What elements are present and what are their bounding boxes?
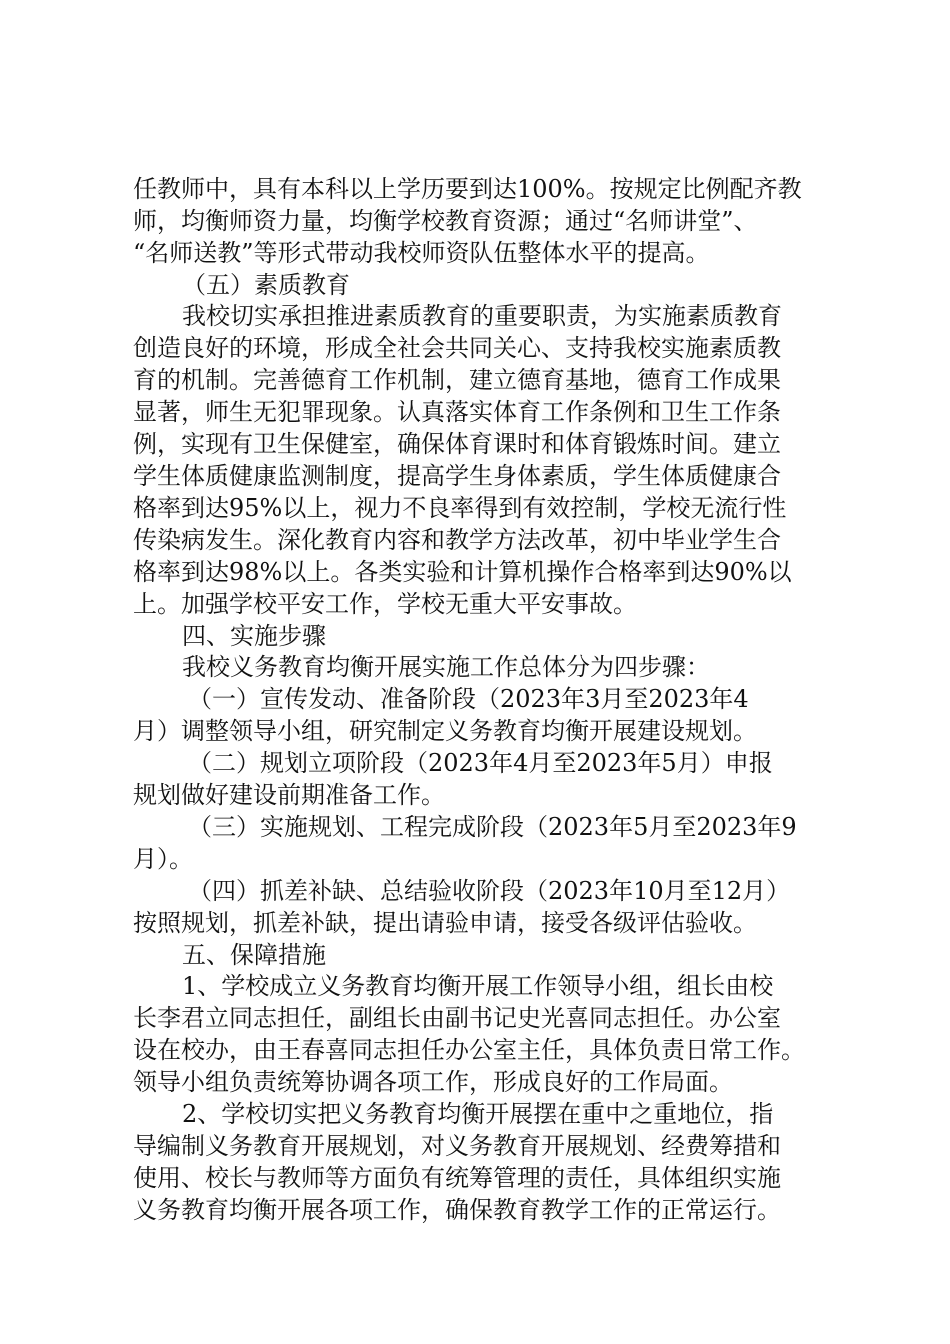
text-line: （四）抓差补缺、总结验收阶段（2023年10月至12月）: [188, 877, 791, 905]
text-line: 按照规划，抓差补缺，提出请验申请，接受各级评估验收。: [133, 909, 757, 937]
text-line: 领导小组负责统筹协调各项工作，形成良好的工作局面。: [133, 1068, 733, 1096]
text-line: 导编制义务教育开展规划，对义务教育开展规划、经费筹措和: [133, 1132, 781, 1160]
text-line: 格率到达98%以上。各类实验和计算机操作合格率到达90%以: [133, 558, 792, 586]
text-line: 上。加强学校平安工作，学校无重大平安事故。: [133, 590, 637, 618]
text-line: 格率到达95%以上，视力不良率得到有效控制，学校无流行性: [133, 494, 787, 522]
text-line: 2、学校切实把义务教育均衡开展摆在重中之重地位，指: [182, 1100, 774, 1128]
text-line: 我校切实承担推进素质教育的重要职责，为实施素质教育: [182, 302, 782, 330]
text-line: 设在校办，由王春喜同志担任办公室主任，具体负责日常工作。: [133, 1036, 805, 1064]
text-line: 长李君立同志担任，副组长由副书记史光喜同志担任。办公室: [133, 1004, 781, 1032]
text-line: 我校义务教育均衡开展实施工作总体分为四步骤：: [182, 653, 710, 681]
text-line: 育的机制。完善德育工作机制，建立德育基地，德育工作成果: [133, 366, 781, 394]
text-line: 1、学校成立义务教育均衡开展工作领导小组，组长由校: [182, 972, 774, 1000]
text-line: （二）规划立项阶段（2023年4月至2023年5月）申报: [188, 749, 773, 777]
text-line: 显著，师生无犯罪现象。认真落实体育工作条例和卫生工作条: [133, 398, 781, 426]
text-line: 使用、校长与教师等方面负有统筹管理的责任，具体组织实施: [133, 1164, 781, 1192]
text-line: “名师送教”等形式带动我校师资队伍整体水平的提高。: [133, 239, 710, 267]
section-heading: 四、实施步骤: [182, 622, 326, 650]
text-line: 义务教育均衡开展各项工作，确保教育教学工作的正常运行。: [133, 1196, 781, 1224]
text-line: （一）宣传发动、准备阶段（2023年3月至2023年4: [188, 685, 749, 713]
text-line: 学生体质健康监测制度，提高学生身体素质，学生体质健康合: [133, 462, 781, 490]
text-line: 月）。: [133, 845, 193, 873]
section-heading: （五）素质教育: [182, 271, 350, 299]
text-line: （三）实施规划、工程完成阶段（2023年5月至2023年9: [188, 813, 797, 841]
section-heading: 五、保障措施: [182, 941, 326, 969]
text-line: 任教师中，具有本科以上学历要到达100%。按规定比例配齐教: [133, 175, 802, 203]
text-line: 月）调整领导小组，研究制定义务教育均衡开展建设规划。: [133, 717, 757, 745]
text-line: 传染病发生。深化教育内容和教学方法改革，初中毕业学生合: [133, 526, 781, 554]
text-line: 师，均衡师资力量，均衡学校教育资源；通过“名师讲堂”、: [133, 207, 758, 235]
text-line: 例，实现有卫生保健室，确保体育课时和体育锻炼时间。建立: [133, 430, 781, 458]
text-line: 创造良好的环境，形成全社会共同关心、支持我校实施素质教: [133, 334, 781, 362]
text-line: 规划做好建设前期准备工作。: [133, 781, 445, 809]
